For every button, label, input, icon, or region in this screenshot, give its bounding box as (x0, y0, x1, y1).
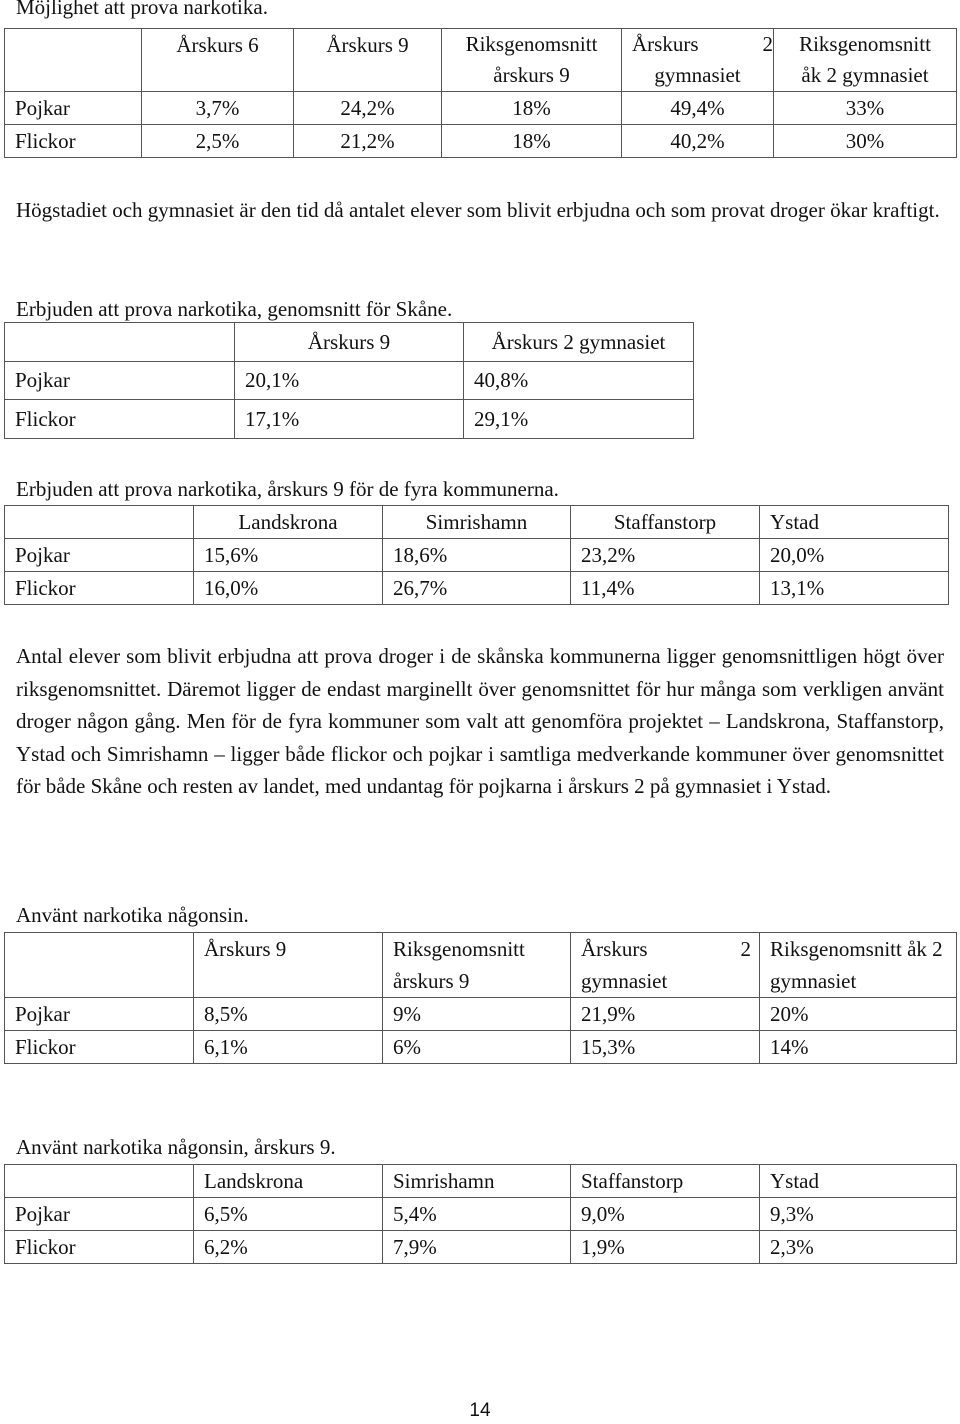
section-heading: Erbjuden att prova narkotika, genomsnitt för Skåne. (16, 297, 453, 321)
table-cell: 15,3% (571, 1031, 760, 1064)
table-cell: 24,2% (294, 92, 442, 125)
table-cell: 9,3% (760, 1198, 957, 1231)
table-cell: 21,9% (571, 998, 760, 1031)
column-header: Staffanstorp (571, 1165, 760, 1198)
table-cell: 1,9% (571, 1231, 760, 1264)
row-label: Flickor (5, 1031, 194, 1064)
table-cell: 2,5% (142, 125, 294, 158)
column-header: Landskrona (194, 1165, 383, 1198)
column-header: Riksgenomsnitt åk 2 gymnasiet (774, 29, 957, 92)
column-header: Ystad (760, 1165, 957, 1198)
column-header: Årskurs 2 gymnasiet (464, 323, 694, 362)
table-cell: 18% (442, 92, 622, 125)
table-header-row (5, 1165, 957, 1198)
table-row (5, 1031, 957, 1064)
header-word-2: 2 (740, 937, 751, 961)
column-header: Riksgenomsnitt årskurs 9 (383, 933, 571, 998)
table-cell: 18% (442, 125, 622, 158)
column-header: Årskurs 9 (194, 933, 383, 998)
table-cell: 11,4% (571, 572, 760, 605)
table-offered-municipalities (4, 505, 949, 605)
column-header (622, 29, 774, 92)
table-cell: 20,1% (235, 362, 464, 400)
table-cell: 14% (760, 1031, 957, 1064)
row-label: Pojkar (5, 362, 235, 400)
table-header-row (5, 323, 694, 362)
table-corner-cell (5, 1165, 194, 1198)
table-corner-cell (5, 506, 194, 539)
table-row (5, 362, 694, 400)
table-cell: 6% (383, 1031, 571, 1064)
column-header (571, 933, 760, 998)
paragraph-analysis: Antal elever som blivit erbjudna att prova droger i de skånska kommunerna ligger genomsnittligen högt över riksgenomsnittet. Däremot ligger de endast marginellt över genomsnittet för hur många som verkligen använt droger någon gång. Men för de fyra kommuner som valt att genomföra projektet – Landskrona, Staffanstorp, Ystad och Simrishamn – ligger både flickor och pojkar i samtliga medverkande kommuner över genomsnittet för både Skåne och resten av landet, med undantag för pojkarna i årskurs 2 på gymnasiet i Ystad. (16, 644, 944, 798)
table-cell: 20% (760, 998, 957, 1031)
table-cell: 29,1% (464, 400, 694, 439)
table-cell: 30% (774, 125, 957, 158)
table-cell: 40,8% (464, 362, 694, 400)
table-header-row (5, 933, 957, 998)
column-header: Staffanstorp (571, 506, 760, 539)
column-header: Riksgenomsnitt åk 2 gymnasiet (760, 933, 957, 998)
table-cell: 9,0% (571, 1198, 760, 1231)
table-cell: 23,2% (571, 539, 760, 572)
column-header: Landskrona (194, 506, 383, 539)
header-word-arskurs: Årskurs (581, 937, 648, 961)
table-cell: 6,5% (194, 1198, 383, 1231)
table-cell: 40,2% (622, 125, 774, 158)
header-word-2: 2 (762, 32, 773, 56)
table-row (5, 400, 694, 439)
table-offered-national (4, 28, 957, 158)
table-row (5, 572, 949, 605)
table-cell: 6,2% (194, 1231, 383, 1264)
table-cell: 21,2% (294, 125, 442, 158)
table-row (5, 998, 957, 1031)
table-cell: 17,1% (235, 400, 464, 439)
table-cell: 13,1% (760, 572, 949, 605)
table-cell: 9% (383, 998, 571, 1031)
table-used-national (4, 932, 957, 1064)
table-cell: 5,4% (383, 1198, 571, 1231)
column-header: Simrishamn (383, 1165, 571, 1198)
header-word-gymnasiet: gymnasiet (581, 969, 668, 993)
column-header: Årskurs 9 (294, 29, 442, 92)
page-number: 14 (469, 1400, 491, 1421)
table-used-municipalities (4, 1164, 957, 1264)
section-heading: Erbjuden att prova narkotika, årskurs 9 för de fyra kommunerna. (16, 477, 559, 501)
column-header: Ystad (760, 506, 949, 539)
column-header: Riksgenomsnitt årskurs 9 (442, 29, 622, 92)
row-label: Pojkar (5, 539, 194, 572)
table-cell: 33% (774, 92, 957, 125)
table-cell: 7,9% (383, 1231, 571, 1264)
row-label: Pojkar (5, 998, 194, 1031)
table-cell: 15,6% (194, 539, 383, 572)
table-cell: 2,3% (760, 1231, 957, 1264)
table-cell: 18,6% (383, 539, 571, 572)
table-corner-cell (5, 933, 194, 998)
table-cell: 16,0% (194, 572, 383, 605)
section-heading: Möjlighet att prova narkotika. (16, 0, 268, 19)
section-heading: Använt narkotika någonsin. (16, 903, 249, 927)
row-label: Flickor (5, 572, 194, 605)
table-cell: 8,5% (194, 998, 383, 1031)
header-word-arskurs: Årskurs (632, 32, 699, 56)
header-word-gymnasiet: gymnasiet (654, 63, 741, 87)
table-header-row (5, 29, 957, 92)
table-row (5, 539, 949, 572)
table-row (5, 1231, 957, 1264)
column-header: Simrishamn (383, 506, 571, 539)
column-header: Årskurs 9 (235, 323, 464, 362)
section-heading: Använt narkotika någonsin, årskurs 9. (16, 1135, 336, 1159)
table-row (5, 1198, 957, 1231)
table-corner-cell (5, 323, 235, 362)
table-cell: 26,7% (383, 572, 571, 605)
paragraph-intro: Högstadiet och gymnasiet är den tid då antalet elever som blivit erbjudna och som provat droger ökar kraftigt. (16, 198, 940, 222)
table-row (5, 125, 957, 158)
table-cell: 49,4% (622, 92, 774, 125)
table-cell: 3,7% (142, 92, 294, 125)
row-label: Flickor (5, 125, 142, 158)
table-offered-skane (4, 322, 694, 439)
table-header-row (5, 506, 949, 539)
table-cell: 6,1% (194, 1031, 383, 1064)
row-label: Flickor (5, 400, 235, 439)
row-label: Pojkar (5, 92, 142, 125)
row-label: Flickor (5, 1231, 194, 1264)
column-header: Årskurs 6 (142, 29, 294, 92)
table-row (5, 92, 957, 125)
table-corner-cell (5, 29, 142, 92)
row-label: Pojkar (5, 1198, 194, 1231)
table-cell: 20,0% (760, 539, 949, 572)
